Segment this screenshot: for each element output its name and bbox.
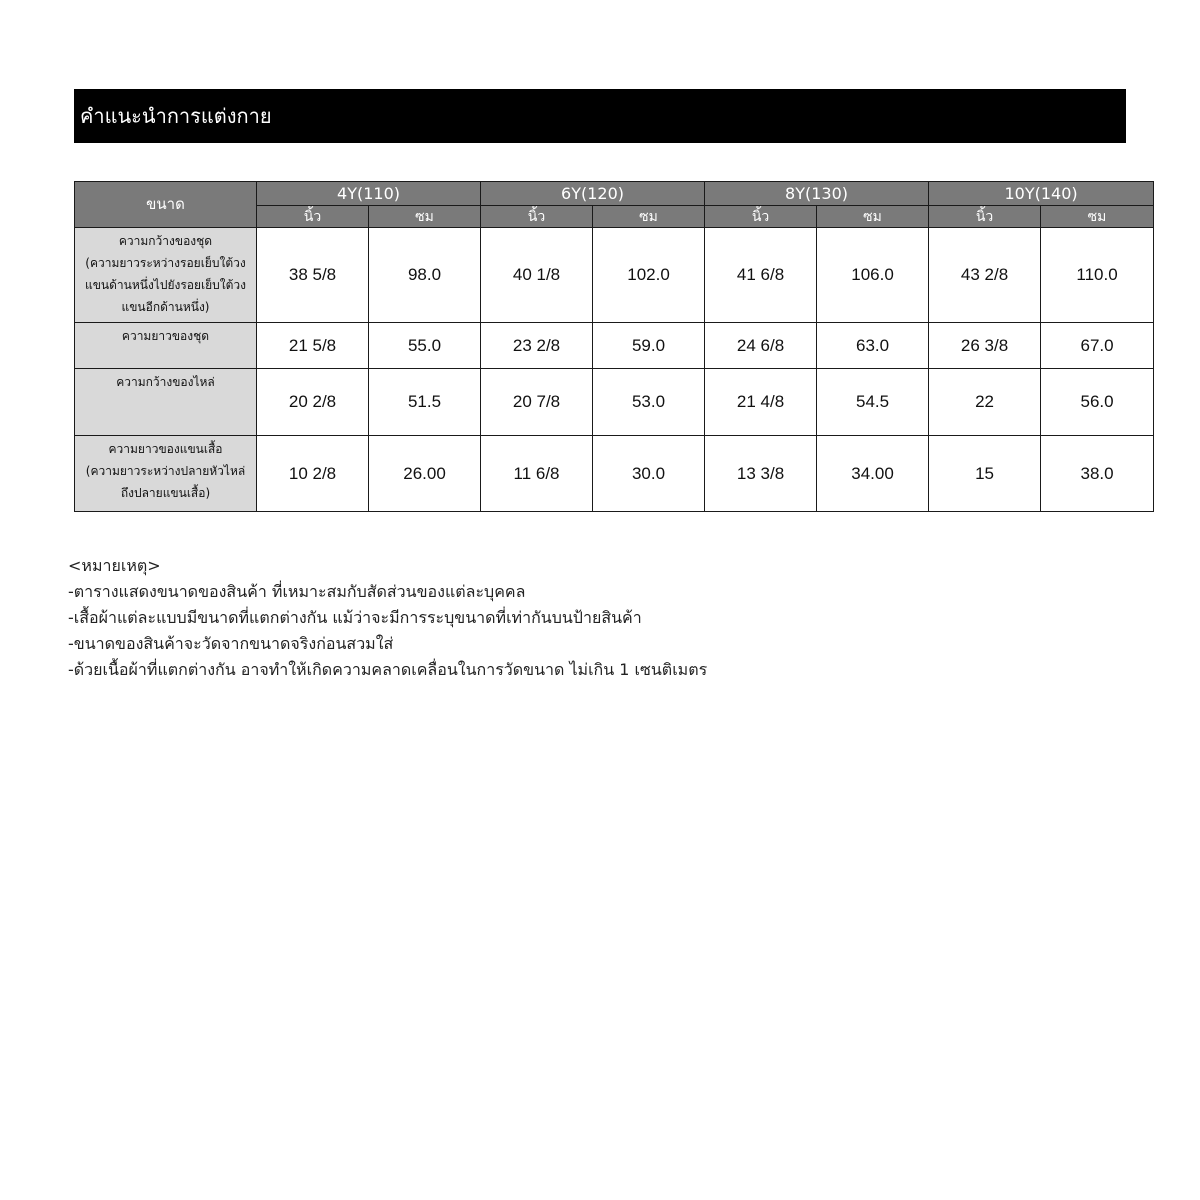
unit-inch-header: นิ้ว (929, 206, 1041, 228)
table-cell: 20 7/8 (481, 369, 593, 436)
table-cell: 98.0 (369, 228, 481, 323)
table-cell: 15 (929, 436, 1041, 512)
table-cell: 53.0 (593, 369, 705, 436)
row-label-garment-length (75, 323, 257, 369)
table-cell: 63.0 (817, 323, 929, 369)
unit-cm-header: ซม (369, 206, 481, 228)
note-item: -ขนาดของสินค้าจะวัดจากขนาดจริงก่อนสวมใส่ (68, 634, 394, 653)
table-cell: 13 3/8 (705, 436, 817, 512)
table-cell: 67.0 (1041, 323, 1154, 369)
table-cell: 21 4/8 (705, 369, 817, 436)
row-label-sleeve-length (75, 436, 257, 512)
size-header-4y: 4Y(110) (257, 182, 481, 206)
size-column-header: ขนาด (75, 182, 257, 228)
table-cell: 110.0 (1041, 228, 1154, 323)
table-cell: 22 (929, 369, 1041, 436)
note-item: -เสื้อผ้าแต่ละแบบมีขนาดที่แตกต่างกัน แม้ว่าจะมีการระบุขนาดที่เท่ากันบนป้ายสินค้า (68, 608, 642, 627)
row-label-line: ความยาวของแขนเสื้อ (108, 442, 223, 456)
notes-section (68, 553, 707, 683)
table-row (75, 369, 1154, 436)
unit-cm-header: ซม (1041, 206, 1154, 228)
table-cell: 24 6/8 (705, 323, 817, 369)
table-cell: 30.0 (593, 436, 705, 512)
size-header-10y: 10Y(140) (929, 182, 1154, 206)
note-item: -ตารางแสดงขนาดของสินค้า ที่เหมาะสมกับสัดส่วนของแต่ละบุคคล (68, 582, 526, 601)
row-label-line: ถึงปลายแขนเสื้อ) (120, 486, 211, 500)
table-cell: 21 5/8 (257, 323, 369, 369)
row-label-line: แขนด้านหนึ่งไปยังรอยเย็บใต้วง (84, 278, 247, 292)
unit-cm-header: ซม (817, 206, 929, 228)
table-cell: 54.5 (817, 369, 929, 436)
table-cell: 38.0 (1041, 436, 1154, 512)
table-cell: 40 1/8 (481, 228, 593, 323)
row-label-shoulder-width (75, 369, 257, 436)
table-cell: 38 5/8 (257, 228, 369, 323)
size-header-row (75, 182, 1154, 206)
row-label-line: ความยาวของชุด (121, 329, 210, 343)
page-title: คำแนะนำการแต่งกาย (80, 104, 272, 128)
row-label-line: (ความยาวระหว่างรอยเย็บใต้วง (85, 256, 246, 270)
table-cell: 26 3/8 (929, 323, 1041, 369)
table-row (75, 228, 1154, 323)
unit-inch-header: นิ้ว (481, 206, 593, 228)
table-cell: 55.0 (369, 323, 481, 369)
page-title-bar (74, 89, 1126, 143)
notes-heading: <หมายเหตุ> (68, 556, 161, 575)
unit-cm-header: ซม (593, 206, 705, 228)
note-item: -ด้วยเนื้อผ้าที่แตกต่างกัน อาจทำให้เกิดความคลาดเคลื่อนในการวัดขนาด ไม่เกิน 1 เซนติเมตร (68, 660, 708, 679)
table-cell: 56.0 (1041, 369, 1154, 436)
row-label-garment-width (75, 228, 257, 323)
table-cell: 20 2/8 (257, 369, 369, 436)
size-chart-table (74, 181, 1154, 512)
table-row (75, 323, 1154, 369)
unit-inch-header: นิ้ว (257, 206, 369, 228)
row-label-line: (ความยาวระหว่างปลายหัวไหล่ (85, 464, 246, 478)
table-cell: 10 2/8 (257, 436, 369, 512)
row-label-line: แขนอีกด้านหนึ่ง) (121, 300, 210, 314)
row-label-line: ความกว้างของไหล่ (116, 375, 215, 389)
table-cell: 59.0 (593, 323, 705, 369)
table-cell: 23 2/8 (481, 323, 593, 369)
size-header-6y: 6Y(120) (481, 182, 705, 206)
table-cell: 106.0 (817, 228, 929, 323)
table-row (75, 436, 1154, 512)
table-cell: 43 2/8 (929, 228, 1041, 323)
size-header-8y: 8Y(130) (705, 182, 929, 206)
table-cell: 102.0 (593, 228, 705, 323)
table-cell: 11 6/8 (481, 436, 593, 512)
table-cell: 34.00 (817, 436, 929, 512)
table-cell: 41 6/8 (705, 228, 817, 323)
table-cell: 26.00 (369, 436, 481, 512)
row-label-line: ความกว้างของชุด (118, 234, 213, 248)
unit-inch-header: นิ้ว (705, 206, 817, 228)
table-cell: 51.5 (369, 369, 481, 436)
